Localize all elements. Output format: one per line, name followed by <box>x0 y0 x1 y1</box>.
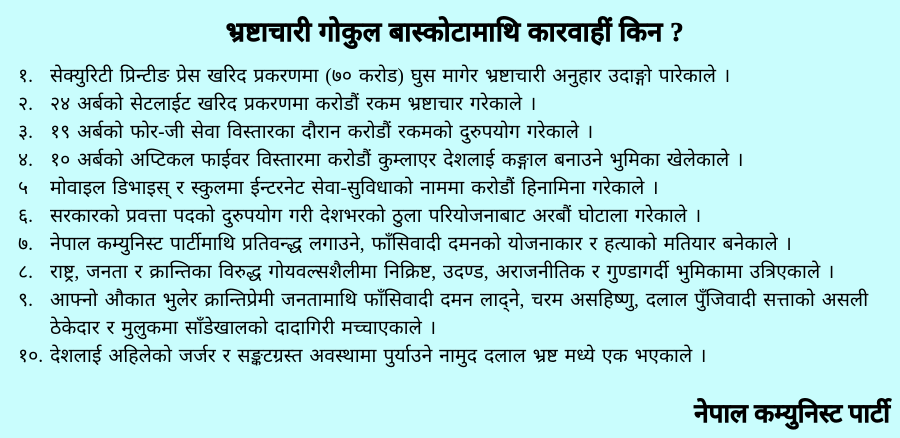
reasons-list <box>18 63 892 371</box>
list-item-number: ८. <box>18 262 34 283</box>
list-item-number: ६. <box>18 206 34 227</box>
list-item-number: ९. <box>18 290 34 311</box>
list-item-text: नेपाल कम्युनिस्ट पार्टीमाथि प्रतिवन्द्ध लगाउने, फाँसिवादी दमनको योजनाकार र हत्याको मतियार बनेकाले । <box>50 234 792 255</box>
list-item-number: ७. <box>18 234 34 255</box>
signature-party-name: नेपाल कम्युनिस्ट पार्टी <box>694 399 890 428</box>
list-item-text: सरकारको प्रवत्ता पदको दुरुपयोग गरी देशभरको ठुला परियोजनाबाट अरबौं घोटाला गरेकाले । <box>50 206 702 227</box>
list-item-number: ५ <box>18 178 29 199</box>
list-item <box>18 343 892 371</box>
list-item <box>18 259 892 287</box>
list-item <box>18 119 892 147</box>
list-item-text: १९ अर्बको फोर-जी सेवा विस्तारका दौरान करोडौं रकमको दुरुपयोग गरेकाले । <box>50 122 594 143</box>
list-item <box>18 287 892 343</box>
list-item <box>18 175 892 203</box>
list-item-text: १० अर्बको अप्टिकल फाईवर विस्तारमा करोडौं कुम्लाएर देशलाई कङ्गाल बनाउने भुमिका खेलेकाले । <box>50 150 744 171</box>
list-item-text: सेक्युरिटी प्रिन्टीङ प्रेस खरिद प्रकरणमा (७० करोड) घुस मागेर भ्रष्टाचारी अनुहार उदाङ्गो पारेकाले । <box>50 66 731 87</box>
list-item-text: मोवाइल डिभाइस् र स्कुलमा ईन्टरनेट सेवा-सुविधाको नाममा करोडौं हिनामिना गरेकाले । <box>50 178 659 199</box>
list-item-number: ४. <box>18 150 34 171</box>
list-item <box>18 147 892 175</box>
list-item-number: १. <box>18 66 34 87</box>
list-item-text: २४ अर्बको सेटलाईट खरिद प्रकरणमा करोडौं रकम भ्रष्टाचार गरेकाले । <box>50 94 537 115</box>
list-item <box>18 231 892 259</box>
list-item-text: देशलाई अहिलेको जर्जर र सङ्कटग्रस्त अवस्थामा पुर्याउने नामुद दलाल भ्रष्ट मध्ये एक भएकाले । <box>50 346 707 367</box>
list-item-number: २. <box>18 94 34 115</box>
list-item <box>18 203 892 231</box>
list-item-text: आफ्नो औकात भुलेर क्रान्तिप्रेमी जनतामाथि फाँसिवादी दमन लाद्ने, चरम असहिष्णु, दलाल पुँजिवादी सत्ताको असली ठेकेदार र मुलुकमा साँडेखालको दादागिरी मच्चाएकाले । <box>50 290 869 339</box>
list-item <box>18 91 892 119</box>
list-item <box>18 63 892 91</box>
page-title: भ्रष्टाचारी गोकुल बास्कोटामाथि कारवाहीं किन ? <box>225 17 685 47</box>
list-item-text: राष्ट्र, जनता र क्रान्तिका विरुद्ध गोयवल्सशैलीमा निक्रिष्ट, उदण्ड, अराजनीतिक र गुण्डागर्दी भुमिकामा उत्रिएकाले । <box>50 262 835 283</box>
list-item-number: १०. <box>18 346 44 367</box>
list-item-number: ३. <box>18 122 34 143</box>
